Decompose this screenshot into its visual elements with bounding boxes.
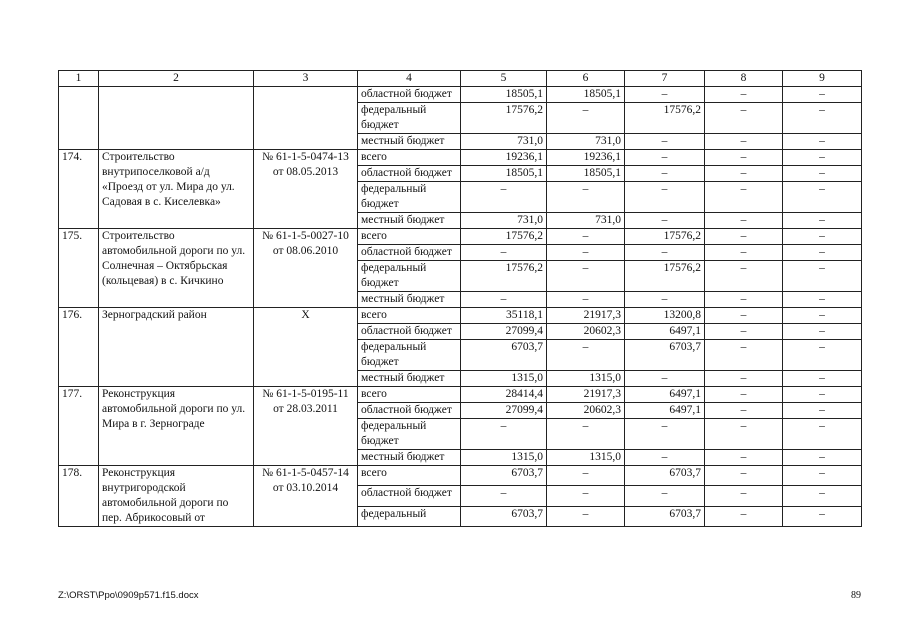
value-cell: 731,0 [547, 134, 625, 150]
dash-cell: – [783, 371, 862, 387]
dash-cell: – [783, 486, 862, 506]
dash-cell: – [547, 486, 625, 506]
value-cell: 1315,0 [547, 450, 625, 466]
budget-type: областной бюджет [358, 166, 461, 182]
file-path: Z:\ORST\Ppo\0909p571.f15.docx [58, 590, 199, 601]
budget-type: местный бюджет [358, 371, 461, 387]
dash-cell: – [705, 486, 783, 506]
project-doc: № 61-1-5-0195-11 от 28.03.2011 [254, 387, 358, 466]
value-cell: 6703,7 [625, 340, 705, 371]
value-cell: 6497,1 [625, 387, 705, 403]
dash-cell: – [783, 261, 862, 292]
value-cell: 21917,3 [547, 308, 625, 324]
col-header: 9 [783, 71, 862, 87]
budget-type: всего [358, 229, 461, 245]
project-doc: № 61-1-5-0457-14 от 03.10.2014 [254, 466, 358, 527]
dash-cell: – [625, 150, 705, 166]
dash-cell: – [705, 506, 783, 526]
dash-cell: – [625, 134, 705, 150]
col-header: 4 [358, 71, 461, 87]
dash-cell: – [783, 450, 862, 466]
dash-cell: – [783, 403, 862, 419]
budget-type: всего [358, 387, 461, 403]
value-cell: 20602,3 [547, 403, 625, 419]
col-header: 8 [705, 71, 783, 87]
table-row [59, 150, 862, 166]
dash-cell: – [547, 182, 625, 213]
dash-cell: – [705, 419, 783, 450]
table-row [59, 466, 862, 486]
budget-type: федеральный бюджет [358, 261, 461, 292]
page-number: 89 [851, 590, 861, 601]
value-cell: 19236,1 [547, 150, 625, 166]
budget-type: местный бюджет [358, 292, 461, 308]
value-cell: 6703,7 [625, 506, 705, 526]
value-cell: 19236,1 [461, 150, 547, 166]
dash-cell: – [783, 103, 862, 134]
dash-cell: – [705, 245, 783, 261]
project-name: Реконструкция автомобильной дороги по ул. Мира в г. Зернограде [99, 387, 254, 466]
dash-cell: – [625, 292, 705, 308]
dash-cell: – [783, 229, 862, 245]
program-table [58, 70, 862, 527]
dash-cell: – [783, 87, 862, 103]
value-cell: 35118,1 [461, 308, 547, 324]
dash-cell: – [783, 387, 862, 403]
dash-cell: – [783, 419, 862, 450]
col-header: 6 [547, 71, 625, 87]
dash-cell: – [783, 292, 862, 308]
table-row [59, 308, 862, 324]
project-name: Реконструкция внутригородской автомобильной дороги по пер. Абрикосовый от [99, 466, 254, 527]
value-cell: 18505,1 [461, 87, 547, 103]
budget-type: федеральный бюджет [358, 182, 461, 213]
value-cell: 17576,2 [461, 261, 547, 292]
dash-cell: – [705, 308, 783, 324]
dash-cell: – [783, 134, 862, 150]
value-cell: 18505,1 [461, 166, 547, 182]
value-cell: 17576,2 [461, 103, 547, 134]
dash-cell: – [461, 292, 547, 308]
dash-cell: – [547, 261, 625, 292]
value-cell: 20602,3 [547, 324, 625, 340]
budget-type: всего [358, 466, 461, 486]
dash-cell: – [783, 166, 862, 182]
budget-type: областной бюджет [358, 403, 461, 419]
doc-cell [254, 87, 358, 150]
header-row [59, 71, 862, 87]
budget-type: областной бюджет [358, 87, 461, 103]
value-cell: 6703,7 [461, 466, 547, 486]
budget-type: всего [358, 150, 461, 166]
dash-cell: – [547, 103, 625, 134]
value-cell: 1315,0 [461, 450, 547, 466]
dash-cell: – [547, 419, 625, 450]
dash-cell: – [547, 229, 625, 245]
table-row [59, 229, 862, 245]
table-row [59, 387, 862, 403]
budget-type: местный бюджет [358, 450, 461, 466]
project-number: 177. [59, 387, 99, 466]
value-cell: 18505,1 [547, 166, 625, 182]
dash-cell: – [705, 292, 783, 308]
dash-cell: – [783, 506, 862, 526]
dash-cell: – [705, 324, 783, 340]
budget-type: федеральный бюджет [358, 340, 461, 371]
dash-cell: – [783, 308, 862, 324]
value-cell: 17576,2 [625, 103, 705, 134]
dash-cell: – [547, 506, 625, 526]
budget-type: федеральный бюджет [358, 419, 461, 450]
dash-cell: – [783, 150, 862, 166]
value-cell: 17576,2 [625, 261, 705, 292]
dash-cell: – [705, 387, 783, 403]
value-cell: 731,0 [461, 213, 547, 229]
dash-cell: – [547, 466, 625, 486]
project-number: 174. [59, 150, 99, 229]
value-cell: 13200,8 [625, 308, 705, 324]
name-cell [99, 87, 254, 150]
budget-type: областной бюджет [358, 324, 461, 340]
project-number: 176. [59, 308, 99, 387]
value-cell: 21917,3 [547, 387, 625, 403]
dash-cell: – [625, 166, 705, 182]
value-cell: 27099,4 [461, 324, 547, 340]
col-header: 2 [99, 71, 254, 87]
dash-cell: – [625, 450, 705, 466]
dash-cell: – [547, 292, 625, 308]
dash-cell: – [461, 245, 547, 261]
project-doc: № 61-1-5-0474-13 от 08.05.2013 [254, 150, 358, 229]
dash-cell: – [461, 182, 547, 213]
dash-cell: – [705, 403, 783, 419]
dash-cell: – [705, 182, 783, 213]
dash-cell: – [783, 340, 862, 371]
budget-type: федеральный [358, 506, 461, 526]
dash-cell: – [783, 182, 862, 213]
dash-cell: – [705, 134, 783, 150]
project-doc: № 61-1-5-0027-10 от 08.06.2010 [254, 229, 358, 308]
dash-cell: – [625, 486, 705, 506]
budget-type: всего [358, 308, 461, 324]
table-row [59, 87, 862, 103]
value-cell: 6497,1 [625, 324, 705, 340]
dash-cell: – [705, 261, 783, 292]
dash-cell: – [705, 166, 783, 182]
dash-cell: – [705, 150, 783, 166]
value-cell: 27099,4 [461, 403, 547, 419]
value-cell: 6703,7 [461, 506, 547, 526]
dash-cell: – [783, 324, 862, 340]
dash-cell: – [705, 340, 783, 371]
value-cell: 18505,1 [547, 87, 625, 103]
value-cell: 1315,0 [547, 371, 625, 387]
value-cell: 731,0 [461, 134, 547, 150]
dash-cell: – [705, 466, 783, 486]
dash-cell: – [783, 213, 862, 229]
dash-cell: – [625, 419, 705, 450]
value-cell: 731,0 [547, 213, 625, 229]
dash-cell: – [625, 182, 705, 213]
project-number: 175. [59, 229, 99, 308]
project-name: Зерноградский район [99, 308, 254, 387]
number-cell [59, 87, 99, 150]
value-cell: 1315,0 [461, 371, 547, 387]
dash-cell: – [625, 245, 705, 261]
budget-type: областной бюджет [358, 486, 461, 506]
budget-type: областной бюджет [358, 245, 461, 261]
value-cell: 17576,2 [461, 229, 547, 245]
dash-cell: – [783, 466, 862, 486]
dash-cell: – [461, 486, 547, 506]
budget-type: местный бюджет [358, 213, 461, 229]
budget-type: местный бюджет [358, 134, 461, 150]
dash-cell: – [547, 245, 625, 261]
dash-cell: – [705, 87, 783, 103]
col-header: 5 [461, 71, 547, 87]
dash-cell: – [625, 87, 705, 103]
value-cell: 6703,7 [625, 466, 705, 486]
dash-cell: – [705, 450, 783, 466]
dash-cell: – [625, 213, 705, 229]
budget-type: федеральный бюджет [358, 103, 461, 134]
project-doc: Х [254, 308, 358, 387]
dash-cell: – [461, 419, 547, 450]
value-cell: 17576,2 [625, 229, 705, 245]
dash-cell: – [705, 103, 783, 134]
value-cell: 28414,4 [461, 387, 547, 403]
project-name: Строительство автомобильной дороги по ул. Солнечная – Октябрьская (кольцевая) в с. Кичкино [99, 229, 254, 308]
dash-cell: – [783, 245, 862, 261]
col-header: 7 [625, 71, 705, 87]
value-cell: 6497,1 [625, 403, 705, 419]
col-header: 1 [59, 71, 99, 87]
project-name: Строительство внутрипоселковой а/д «Проезд от ул. Мира до ул. Садовая в с. Киселевка» [99, 150, 254, 229]
dash-cell: – [705, 371, 783, 387]
dash-cell: – [705, 213, 783, 229]
dash-cell: – [705, 229, 783, 245]
dash-cell: – [547, 340, 625, 371]
dash-cell: – [625, 371, 705, 387]
project-number: 178. [59, 466, 99, 527]
value-cell: 6703,7 [461, 340, 547, 371]
col-header: 3 [254, 71, 358, 87]
